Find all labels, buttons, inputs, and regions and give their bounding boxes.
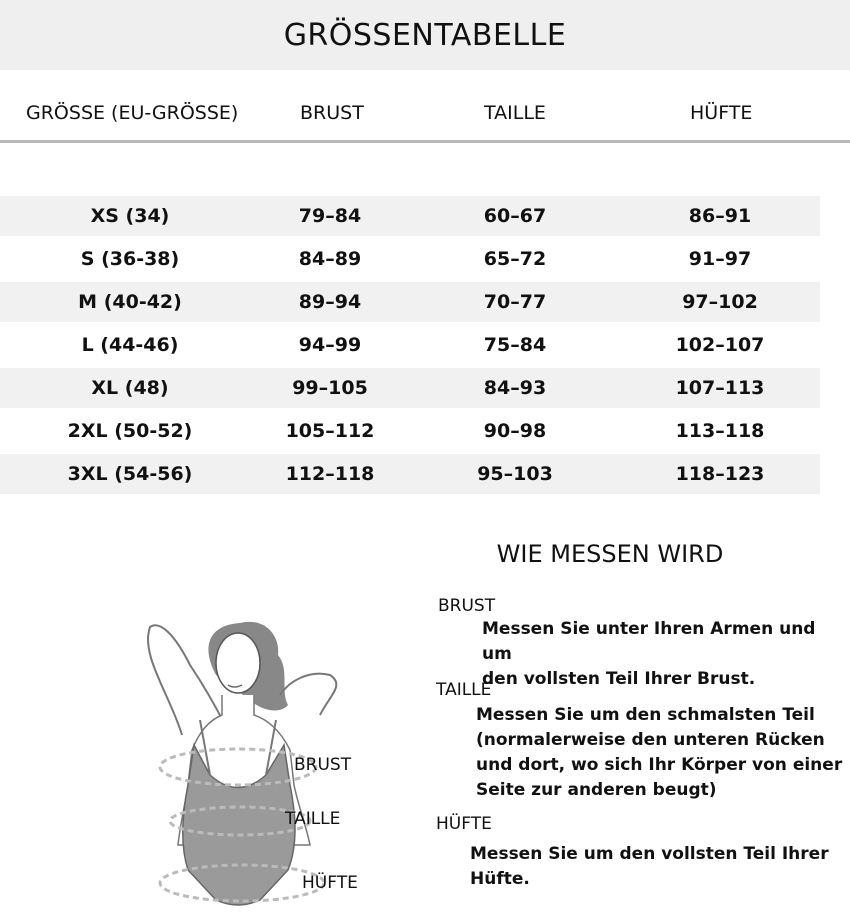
- bust-heading: BRUST: [438, 596, 496, 616]
- waist-heading: TAILLE: [436, 680, 492, 700]
- hip-cell: 91–97: [688, 248, 752, 270]
- header-hip: HÜFTE: [690, 102, 753, 124]
- waist-cell: 75–84: [483, 334, 547, 356]
- waist-cell: 65–72: [483, 248, 547, 270]
- bust-cell: 89–94: [298, 291, 362, 313]
- table-header: [0, 70, 850, 142]
- hip-cell: 97–102: [682, 291, 758, 313]
- bust-cell: 112–118: [285, 463, 375, 485]
- size-cell: L (44-46): [81, 334, 179, 356]
- bust-cell: 105–112: [285, 420, 375, 442]
- table-row: [0, 454, 820, 494]
- header-size: GRÖSSE (EU-GRÖSSE): [26, 102, 239, 124]
- hip-cell: 118–123: [675, 463, 765, 485]
- instruction-line: Messen Sie unter Ihren Armen und um: [482, 619, 816, 664]
- bust-instruction: [482, 617, 850, 692]
- header-bust: BRUST: [300, 102, 364, 124]
- hip-cell: 107–113: [675, 377, 765, 399]
- figure-label-waist: TAILLE: [285, 809, 341, 829]
- instruction-line: und dort, wo sich Ihr Körper von einer: [476, 755, 843, 775]
- size-cell: XS (34): [90, 205, 170, 227]
- table-row: [0, 368, 820, 408]
- hip-instruction: [470, 842, 829, 892]
- header-divider: [0, 140, 850, 143]
- measurement-figure: [130, 615, 430, 915]
- size-cell: S (36-38): [80, 248, 180, 270]
- waist-instruction: [476, 703, 842, 803]
- figure-label-hip: HÜFTE: [302, 873, 358, 893]
- waist-cell: 70–77: [483, 291, 547, 313]
- bust-cell: 84–89: [298, 248, 362, 270]
- waist-cell: 84–93: [483, 377, 547, 399]
- page-title: GRÖSSENTABELLE: [283, 17, 567, 53]
- hip-heading: HÜFTE: [436, 814, 492, 834]
- size-cell: 3XL (54-56): [67, 463, 193, 485]
- body-silhouette-icon: [130, 615, 430, 915]
- instruction-line: Messen Sie um den schmalsten Teil: [476, 705, 815, 725]
- waist-cell: 90–98: [483, 420, 547, 442]
- bust-cell: 79–84: [298, 205, 362, 227]
- instruction-line: Hüfte.: [470, 869, 530, 889]
- waist-cell: 60–67: [483, 205, 547, 227]
- size-cell: XL (48): [91, 377, 169, 399]
- measure-title: WIE MESSEN WIRD: [496, 540, 724, 568]
- title-banner: [0, 0, 850, 70]
- table-row: [0, 282, 820, 322]
- waist-cell: 95–103: [477, 463, 553, 485]
- figure-label-bust: BRUST: [294, 755, 352, 775]
- hip-cell: 102–107: [675, 334, 765, 356]
- table-row: [0, 325, 820, 365]
- instruction-line: Messen Sie um den vollsten Teil Ihrer: [470, 844, 829, 864]
- instruction-line: (normalerweise den unteren Rücken: [476, 730, 825, 750]
- table-row: [0, 239, 820, 279]
- instruction-line: den vollsten Teil Ihrer Brust.: [482, 669, 756, 689]
- header-waist: TAILLE: [484, 102, 546, 124]
- size-cell: 2XL (50-52): [67, 420, 193, 442]
- table-row: [0, 411, 820, 451]
- bust-cell: 99–105: [292, 377, 368, 399]
- size-cell: M (40-42): [78, 291, 182, 313]
- bust-cell: 94–99: [298, 334, 362, 356]
- table-row: [0, 196, 820, 236]
- instruction-line: Seite zur anderen beugt): [476, 780, 717, 800]
- hip-cell: 113–118: [675, 420, 765, 442]
- hip-cell: 86–91: [688, 205, 752, 227]
